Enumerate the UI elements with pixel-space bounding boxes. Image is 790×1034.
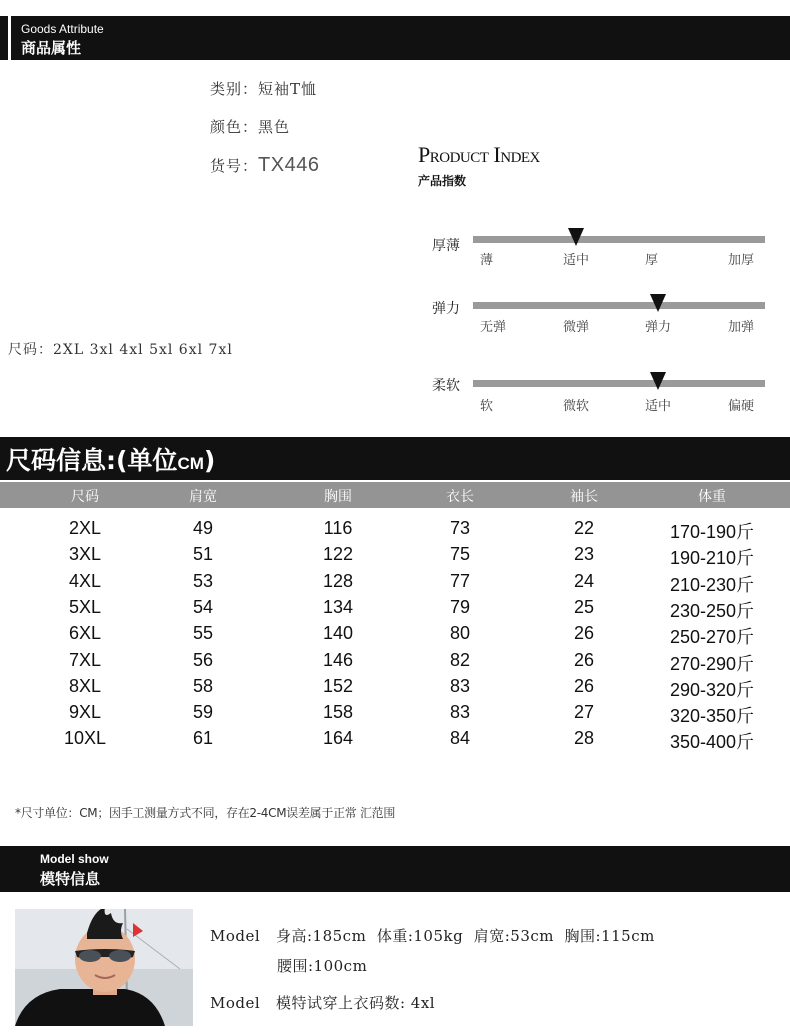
scale-tick: 薄 <box>480 253 494 268</box>
scale-tick: 适中 <box>645 399 672 414</box>
attribute-sku <box>210 154 319 177</box>
scale-track <box>473 380 765 387</box>
table-row <box>0 672 790 698</box>
table-cell: 250-270斤 <box>669 627 755 648</box>
table-cell: 270-290斤 <box>669 653 755 674</box>
table-cell: 350-400斤 <box>669 732 755 753</box>
model-waist: 腰围:100cm <box>277 957 368 975</box>
scale-marker-icon <box>650 372 666 390</box>
table-cell: 83 <box>449 675 471 696</box>
table-row <box>0 646 790 672</box>
table-cell: 146 <box>322 649 354 670</box>
model-tried-size-text: 模特试穿上衣码数: 4xl <box>275 994 436 1012</box>
attribute-color: 颜色：黑色 <box>210 118 291 136</box>
table-cell: 82 <box>449 649 471 670</box>
size-info-unit: CM <box>177 454 204 473</box>
scale-tick: 偏硬 <box>728 399 755 414</box>
table-cell: 26 <box>573 623 595 644</box>
table-cell: 5XL <box>68 596 102 617</box>
table-row <box>0 567 790 593</box>
table-cell: 73 <box>449 518 471 538</box>
size-info-close: ) <box>203 446 216 475</box>
goods-attribute-title-en: Goods Attribute <box>21 22 104 36</box>
table-cell: 28 <box>573 728 595 749</box>
table-cell: 134 <box>322 596 354 617</box>
table-cell: 55 <box>192 623 214 644</box>
table-cell: 56 <box>192 649 214 670</box>
scale-tick: 适中 <box>563 253 590 268</box>
table-cell: 59 <box>192 702 214 723</box>
product-index-subtitle: 产品指数 <box>418 174 467 188</box>
table-cell: 84 <box>449 728 471 749</box>
table-cell: 170-190斤 <box>669 522 755 542</box>
table-cell: 75 <box>449 544 471 565</box>
scale-label: 弹力 <box>432 301 460 317</box>
size-table-column-header: 尺码 <box>71 489 99 505</box>
model-measurements-text: 身高:185cm 体重:105kg 肩宽:53cm 胸围:115cm <box>275 927 655 945</box>
table-cell: 8XL <box>68 675 102 696</box>
table-cell: 79 <box>449 596 471 617</box>
scale-tick: 加弹 <box>728 320 755 335</box>
table-cell: 210-230斤 <box>669 574 755 595</box>
table-cell: 2XL <box>68 518 102 538</box>
table-cell: 290-320斤 <box>669 679 755 700</box>
table-cell: 61 <box>192 728 214 749</box>
scale-label: 柔软 <box>432 378 460 394</box>
table-cell: 23 <box>573 544 595 565</box>
table-cell: 27 <box>573 702 595 723</box>
table-cell: 10XL <box>63 728 107 749</box>
model-label-2: Model <box>210 994 261 1012</box>
goods-attribute-title-cn: 商品属性 <box>21 39 82 57</box>
table-cell: 49 <box>192 518 214 538</box>
table-cell: 53 <box>192 570 214 591</box>
table-cell: 116 <box>323 518 353 538</box>
table-cell: 128 <box>322 570 354 591</box>
size-table-column-header: 袖长 <box>570 489 598 505</box>
table-row <box>0 514 790 540</box>
goods-attribute-header <box>0 16 790 60</box>
model-label: Model <box>210 927 261 945</box>
size-table-column-header: 胸围 <box>324 489 352 505</box>
scale-tick: 微软 <box>563 399 590 414</box>
attribute-category: 类别：短袖T恤 <box>210 80 318 98</box>
table-row <box>0 698 790 727</box>
table-row <box>0 724 790 753</box>
table-cell: 26 <box>573 675 595 696</box>
table-row <box>0 619 790 648</box>
size-table-column-header: 体重 <box>698 489 726 505</box>
available-sizes: 尺码：2XL 3xl 4xl 5xl 6xl 7xl <box>8 342 233 358</box>
table-cell: 83 <box>449 702 471 723</box>
table-cell: 152 <box>322 675 354 696</box>
table-cell: 230-250斤 <box>669 600 755 621</box>
table-cell: 22 <box>573 518 595 538</box>
scale-label: 厚薄 <box>432 238 460 254</box>
table-cell: 3XL <box>68 544 102 565</box>
header-accent-line <box>8 16 11 60</box>
table-cell: 24 <box>573 570 595 591</box>
table-cell: 140 <box>322 623 354 644</box>
scale-tick: 弹力 <box>645 320 672 335</box>
table-cell: 58 <box>192 675 214 696</box>
table-cell: 7XL <box>68 649 102 670</box>
measurement-note: *尺寸单位：CM；因手工测量方式不同，存在2-4CM误差属于正常 汇范围 <box>15 806 396 820</box>
table-cell: 320-350斤 <box>669 706 755 727</box>
table-cell: 158 <box>322 702 354 723</box>
scale-tick: 微弹 <box>563 320 590 335</box>
size-table-column-header: 衣长 <box>446 489 474 505</box>
table-cell: 9XL <box>68 702 102 723</box>
model-show-title-en: Model show <box>40 852 109 866</box>
scale-tick: 加厚 <box>728 253 755 268</box>
product-index-title: Product Index <box>418 142 540 167</box>
table-cell: 80 <box>449 623 471 644</box>
scale-tick: 软 <box>480 399 494 414</box>
table-cell: 6XL <box>68 623 102 644</box>
size-table-header <box>0 482 790 508</box>
model-tried-size <box>210 992 435 1013</box>
table-cell: 54 <box>192 596 214 617</box>
size-info-title <box>6 441 215 477</box>
size-info-title-text: 尺码信息:(单位 <box>6 446 178 475</box>
table-cell: 4XL <box>68 570 102 591</box>
size-info-header <box>0 437 790 480</box>
scale-marker-icon <box>650 294 666 312</box>
model-measurements <box>210 925 655 946</box>
table-cell: 164 <box>322 728 354 749</box>
model-show-header <box>0 846 790 892</box>
scale-marker-icon <box>568 228 584 246</box>
table-cell: 26 <box>573 649 595 670</box>
size-table-column-header: 肩宽 <box>189 489 217 505</box>
scale-tick: 厚 <box>645 253 659 268</box>
scale-track <box>473 302 765 309</box>
table-row <box>0 593 790 619</box>
scale-tick: 无弹 <box>480 320 507 335</box>
scale-track <box>473 236 765 243</box>
table-cell: 51 <box>192 544 214 565</box>
table-cell: 25 <box>573 596 595 617</box>
model-show-title-cn: 模特信息 <box>40 870 101 888</box>
table-cell: 122 <box>322 544 354 565</box>
table-cell: 77 <box>449 570 471 591</box>
attribute-sku-label: 货号： <box>210 157 259 175</box>
table-cell: 190-210斤 <box>669 548 755 569</box>
model-photo <box>15 909 193 1026</box>
table-row <box>0 540 790 569</box>
attribute-sku-value: TX446 <box>258 154 320 176</box>
